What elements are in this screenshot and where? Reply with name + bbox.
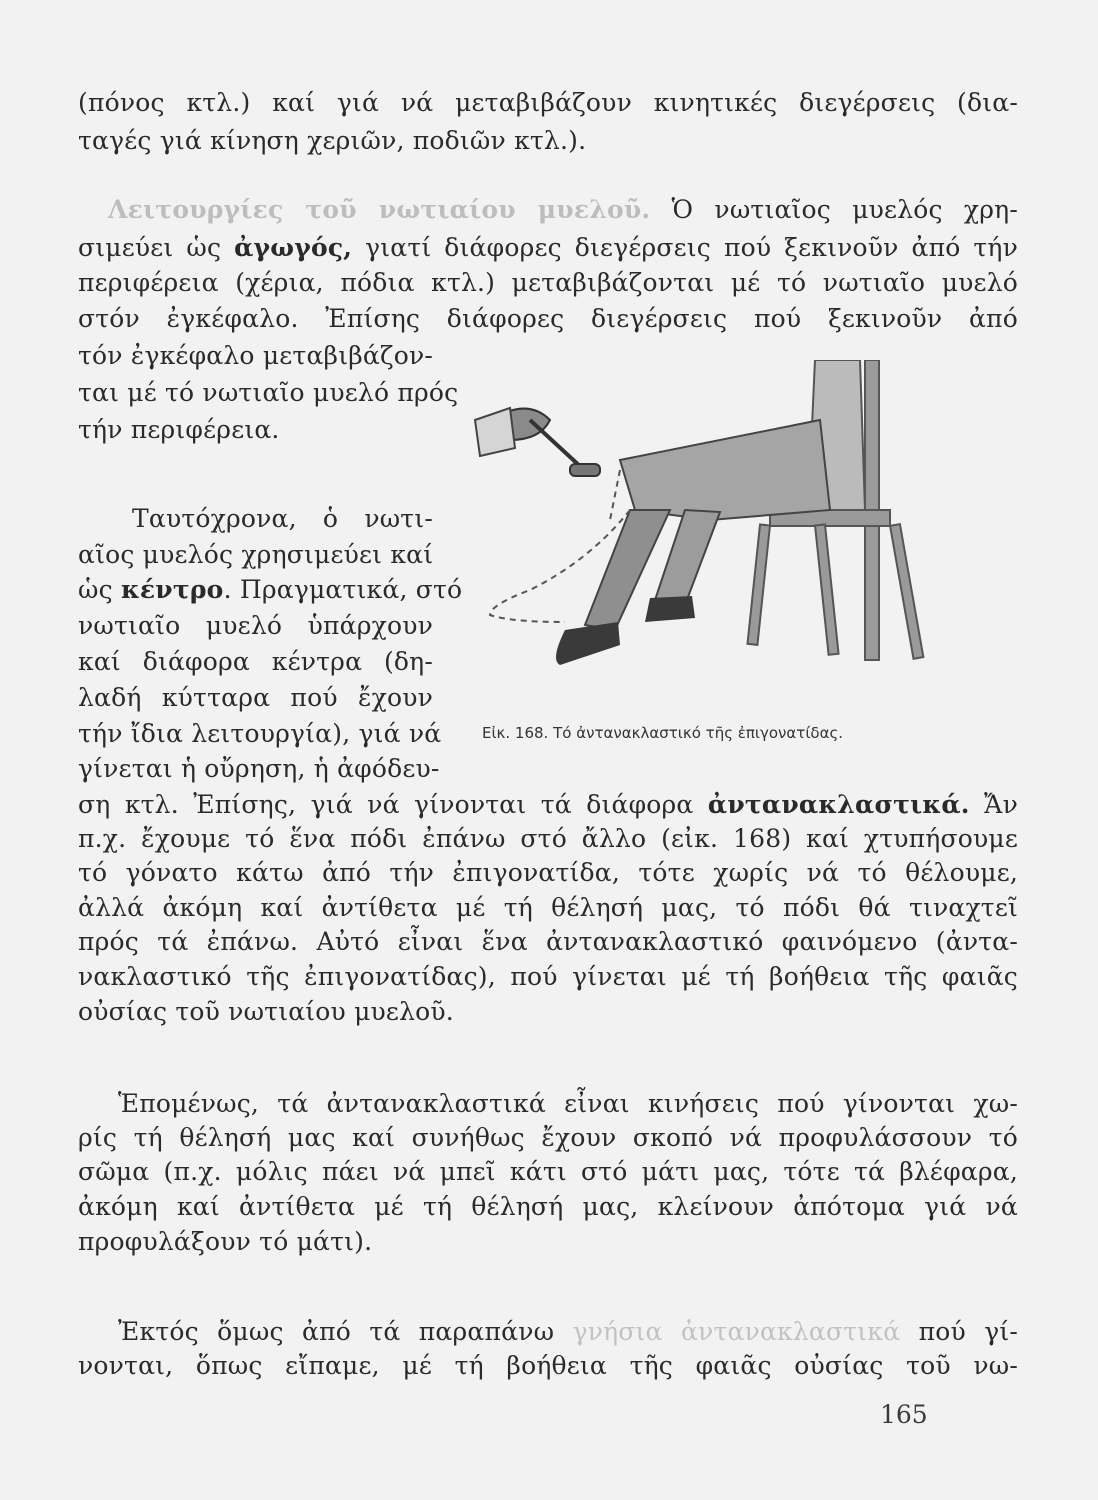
dashed-motion-line: [610, 470, 620, 520]
text-line: ση κτλ. Ἐπίσης, γιά νά γίνονται τά διάφορα ἀντανακλαστικά. Ἄν: [78, 790, 1018, 819]
faint-term: γνήσια ἀντανακλαστικά: [572, 1317, 901, 1346]
figure-caption: Εἰκ. 168. Τό ἀντανακλαστικό τῆς ἐπιγονατίδας.: [482, 724, 844, 742]
text-line: σῶμα (π.χ. μόλις πάει νά μπεῖ κάτι στό μάτι μας, τότε τά βλέφαρα,: [78, 1157, 1018, 1186]
shoe: [556, 622, 620, 665]
text-line: Ἐκτός ὅμως ἀπό τά παραπάνω γνήσια ἀντανακλαστικά πού γί-: [118, 1317, 1018, 1346]
text-line: σιμεύει ὡς ἀγωγός, γιατί διάφορες διεγέρσεις πού ξεκινοῦν ἀπό τήν: [78, 233, 1019, 262]
text-line: περιφέρεια (χέρια, πόδια κτλ.) μεταβιβάζονται μέ τό νωτιαῖο μυελό: [78, 268, 1018, 297]
text-line: αῖος μυελός χρησιμεύει καί: [78, 540, 434, 569]
text-line: ρίς τή θέλησή μας καί συνήθως ἔχουν σκοπό νά προφυλάσσουν τό: [78, 1123, 1018, 1152]
text-line: γίνεται ἡ οὔρηση, ἡ ἀφόδευ-: [78, 754, 440, 783]
text-line: ἀλλά ἀκόμη καί ἀντίθετα μέ τή θέλησή μας, τό πόδι θά τιναχτεῖ: [78, 893, 1018, 922]
text-line: νωτιαῖο μυελό ὑπάρχουν: [78, 611, 433, 640]
text-line: νονται, ὅπως εἴπαμε, μέ τή βοήθεια τῆς φαιᾶς οὐσίας τοῦ νω-: [78, 1351, 1018, 1380]
text-line: ται μέ τό νωτιαῖο μυελό πρός: [78, 378, 459, 407]
text-line: (πόνος κτλ.) καί γιά νά μεταβιβάζουν κινητικές διεγέρσεις (δια-: [78, 88, 1018, 117]
thighs: [620, 420, 830, 520]
text-line: τό γόνατο κάτω ἀπό τήν ἐπιγονατίδα, τότε χωρίς νά τό θέλουμε,: [78, 858, 1018, 887]
text-line: πρός τά ἐπάνω. Αὐτό εἶναι ἕνα ἀντανακλαστικό φαινόμενο (ἀντα-: [78, 927, 1018, 956]
text-line: προφυλάξουν τό μάτι).: [78, 1227, 373, 1256]
text-line: στόν ἐγκέφαλο. Ἐπίσης διάφορες διεγέρσεις πού ξεκινοῦν ἀπό: [78, 304, 1018, 333]
section-line: Λειτουργίες τοῦ νωτιαίου μυελοῦ. Ὁ νωτιαῖος μυελός χρη-: [108, 195, 1018, 224]
text-line: Ἑπομένως, τά ἀντανακλαστικά εἶναι κινήσεις πού γίνονται χω-: [118, 1089, 1018, 1118]
reflex-hammer-head: [570, 464, 600, 476]
text-line: π.χ. ἔχουμε τό ἕνα πόδι ἐπάνω στό ἄλλο (εἰκ. 168) καί χτυπήσουμε: [78, 824, 1018, 853]
text-line: καί διάφορα κέντρα (δη-: [78, 647, 433, 676]
bold-term: κέντρο: [120, 575, 224, 604]
bold-term: ἀγωγός,: [234, 233, 353, 262]
text-line: τήν ἴδια λειτουργία), γιά νά: [78, 719, 442, 748]
bold-term: ἀντανακλαστικά.: [707, 790, 970, 819]
text-line: λαδή κύτταρα πού ἔχουν: [78, 683, 433, 712]
sleeve: [475, 408, 515, 456]
knee-reflex-illustration: [470, 360, 950, 720]
text-line: ὡς κέντρο. Πραγματικά, στό: [78, 575, 463, 604]
text-line: τήν περιφέρεια.: [78, 415, 280, 444]
text-line: νακλαστικό τῆς ἐπιγονατίδας), πού γίνεται μέ τή βοήθεια τῆς φαιᾶς: [78, 962, 1018, 991]
page-number: 165: [880, 1400, 928, 1429]
text-line: ἀκόμη καί ἀντίθετα μέ τή θέλησή μας, κλείνουν ἀπότομα γιά νά: [78, 1192, 1018, 1221]
text-line: Ταυτόχρονα, ὁ νωτι-: [132, 504, 433, 533]
section-heading: Λειτουργίες τοῦ νωτιαίου μυελοῦ.: [108, 195, 651, 224]
text-line: ταγές γιά κίνηση χεριῶν, ποδιῶν κτλ.).: [78, 126, 587, 155]
text-line: οὐσίας τοῦ νωτιαίου μυελοῦ.: [78, 997, 454, 1026]
text-line: τόν ἐγκέφαλο μεταβιβάζον-: [78, 341, 433, 370]
lower-leg-front: [655, 510, 720, 605]
reflex-hammer-handle: [530, 420, 582, 468]
shoe: [645, 596, 695, 622]
